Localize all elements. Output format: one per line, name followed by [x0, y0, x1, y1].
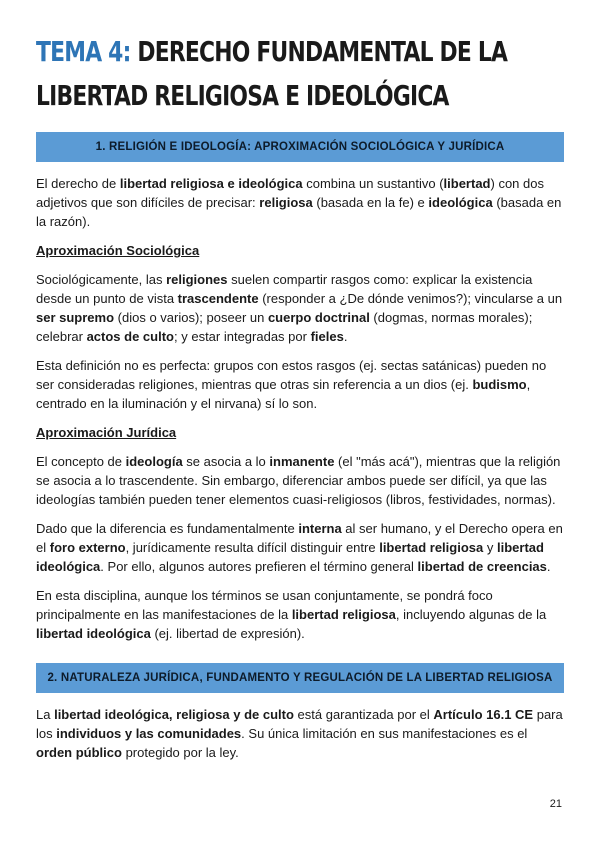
section-heading-2: 2. NATURALEZA JURÍDICA, FUNDAMENTO Y REGULACIÓN DE LA LIBERTAD RELIGIOSA	[36, 663, 564, 693]
text-run: (dogmas, normas morales); celebrar	[36, 310, 533, 344]
bold-term: cuerpo doctrinal	[267, 310, 370, 325]
text-run: (responder a ¿De dónde venimos?); vincularse a un	[258, 291, 563, 306]
text-run: (el "más acá"), mientras que la religión se asocia a lo trascendente. Sin embargo, diferenciar ambos puede ser difícil, ya que las ideologías también pueden tener elementos cuasi-religiosos (libros, festividades, normas).	[36, 454, 561, 507]
bold-term: Artículo 16.1 CE	[433, 707, 534, 722]
text-run: ) con dos adjetivos que son difíciles de precisar:	[36, 176, 544, 210]
text-run: suelen compartir rasgos como: explicar la existencia desde un punto de vista	[36, 272, 533, 306]
sociological-paragraph-1	[36, 270, 564, 346]
text-run: . Su única limitación en sus manifestaciones es el	[241, 726, 528, 741]
legal-paragraph-3	[36, 586, 564, 643]
bold-term: ideología	[125, 454, 183, 469]
text-run: al ser humano, y el Derecho opera en el	[36, 521, 563, 555]
bold-term: budismo	[472, 377, 527, 392]
bold-term: interna	[298, 521, 342, 536]
text-run: .	[546, 559, 551, 574]
subheading-sociological: Aproximación Sociológica	[36, 243, 200, 258]
text-run: (dios o varios); poseer un	[114, 310, 268, 325]
bold-term: actos de culto	[86, 329, 174, 344]
text-run: El concepto de	[36, 454, 126, 469]
page-title	[36, 30, 566, 118]
bold-term: religiosa	[259, 195, 313, 210]
text-run: Dado que la diferencia es fundamentalmente	[36, 521, 299, 536]
title-prefix: TEMA 4:	[36, 35, 131, 68]
text-run: ; y estar integradas por	[174, 329, 311, 344]
bold-term: ideológica	[428, 195, 493, 210]
bold-term: inmanente	[269, 454, 335, 469]
legal-paragraph-1	[36, 452, 564, 509]
intro-paragraph	[36, 174, 564, 231]
bold-term: orden público	[36, 745, 122, 760]
bold-term: libertad religiosa	[291, 607, 396, 622]
bold-term: libertad ideológica, religiosa y de culto	[54, 707, 294, 722]
text-run: (basada en la fe) e	[312, 195, 429, 210]
bold-term: ser supremo	[36, 310, 115, 325]
bold-term: libertad ideológica	[36, 626, 151, 641]
document-page	[36, 30, 564, 772]
section2-paragraph-1	[36, 705, 564, 762]
title-main: DERECHO FUNDAMENTAL DE LA LIBERTAD RELIGIOSA E IDEOLÓGICA	[36, 35, 508, 112]
section-heading-1: 1. RELIGIÓN E IDEOLOGÍA: APROXIMACIÓN SOCIOLÓGICA Y JURÍDICA	[36, 132, 564, 162]
text-run: . Por ello, algunos autores prefieren el término general	[100, 559, 418, 574]
text-run: está garantizada por el	[293, 707, 434, 722]
text-run: (basada en la razón).	[36, 195, 562, 229]
bold-term: fieles	[310, 329, 344, 344]
bold-term: libertad de creencias	[417, 559, 547, 574]
bold-term: religiones	[166, 272, 228, 287]
bold-term: libertad religiosa e ideológica	[119, 176, 303, 191]
text-run: En esta disciplina, aunque los términos se usan conjuntamente, se pondrá foco principalmente en las manifestaciones de la	[36, 588, 493, 622]
bold-term: libertad religiosa	[379, 540, 484, 555]
text-run: combina un sustantivo (	[302, 176, 444, 191]
bold-term: libertad	[443, 176, 491, 191]
text-run: (ej. libertad de expresión).	[150, 626, 305, 641]
bold-term: trascendente	[177, 291, 259, 306]
bold-term: libertad ideológica	[36, 540, 544, 574]
text-run: , jurídicamente resulta difícil distinguir entre	[125, 540, 380, 555]
text-run: y	[483, 540, 497, 555]
text-run: Sociológicamente, las	[36, 272, 167, 287]
text-run: La	[36, 707, 55, 722]
text-run: Esta definición no es perfecta: grupos con estos rasgos (ej. sectas satánicas) pueden no ser consideradas religiones, mientras que otras sin referencia a un dios (ej.	[36, 358, 547, 392]
text-run: , centrado en la iluminación y el nirvana) sí lo son.	[36, 377, 531, 411]
text-run: para los	[36, 707, 563, 741]
bold-term: foro externo	[49, 540, 126, 555]
text-run: , incluyendo algunas de la	[395, 607, 547, 622]
sociological-paragraph-2	[36, 356, 564, 413]
text-run: se asocia a lo	[182, 454, 270, 469]
subheading-legal: Aproximación Jurídica	[36, 425, 177, 440]
bold-term: individuos y las comunidades	[56, 726, 242, 741]
legal-paragraph-2	[36, 519, 564, 576]
text-run: .	[343, 329, 348, 344]
page-number: 21	[549, 798, 562, 810]
text-run: protegido por la ley.	[121, 745, 239, 760]
text-run: El derecho de	[36, 176, 120, 191]
